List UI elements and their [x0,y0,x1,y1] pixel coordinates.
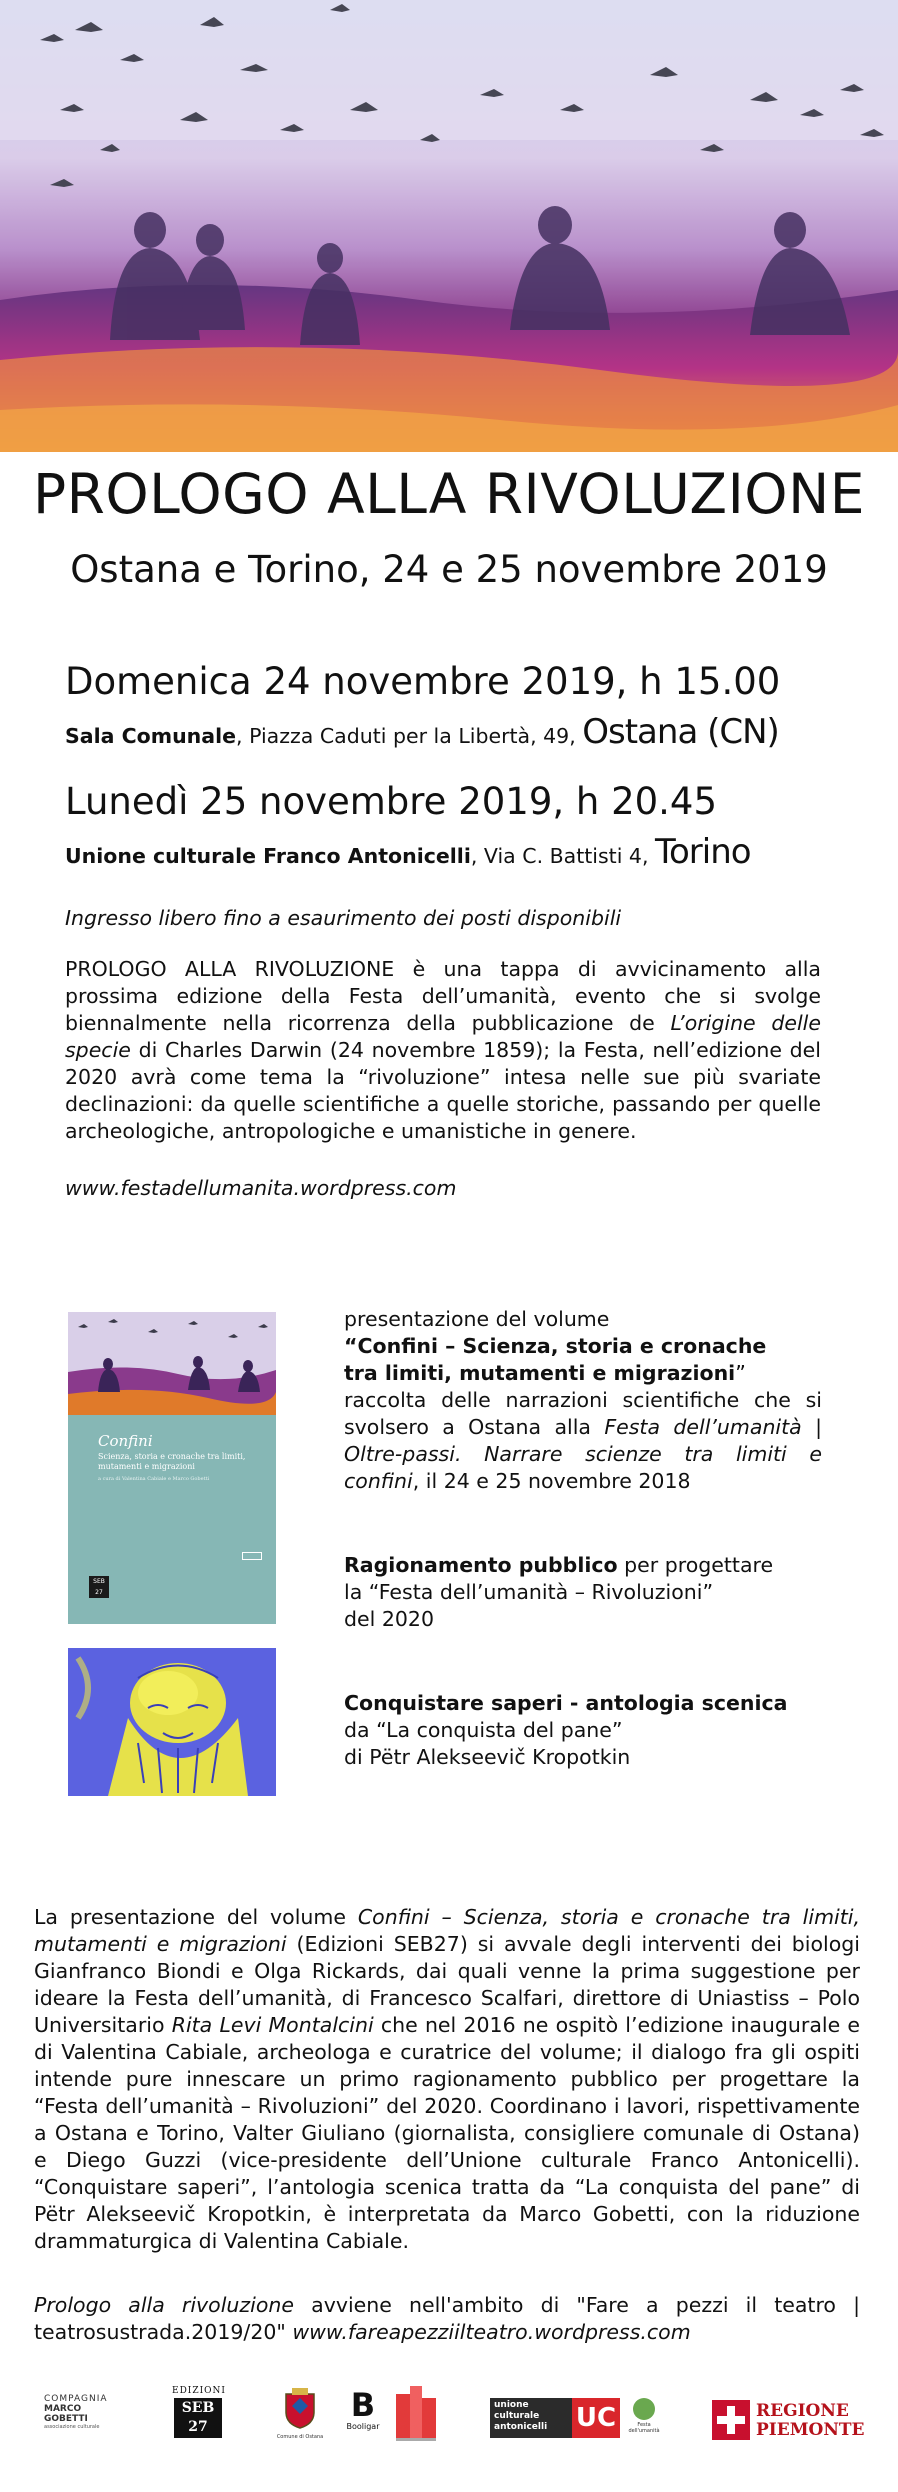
context-text: avviene nell'ambito di "Fare a pezzi il teatro | teatrosustrada.2019/20" [34,2293,861,2344]
body-text-2: (Edizioni SEB27) si avvale degli interventi dei biologi Gianfranco Biondi e Olga Rickards, dai quali venne la prima suggestione per ideare la Festa dell’umanità, di Francesco Scalfari, direttore di Uniastiss – Polo Universitario [34,1932,860,2037]
reasoning-text: per progettare [617,1553,774,1577]
volume-title-quote: ” [735,1361,746,1385]
logo-text: EDIZIONI [172,2386,226,2396]
intro-paragraph [65,956,821,1145]
logo-text: COMPAGNIA [44,2394,108,2404]
reasoning-line-3: del 2020 [344,1607,435,1631]
hero-image [0,0,898,452]
cover-series-mark [242,1552,262,1560]
kropotkin-portrait [68,1648,276,1796]
body-text-3: che nel 2016 ne ospitò l’edizione inaugurale e di Valentina Cabiale, archeologa e curatrice del volume; il dialogo fra gli ospiti intende pure innescare un primo ragionamento pubblico per progettare la “Festa dell’umanità – Rivoluzioni” del 2020. Coordinano i lavori, rispettivamente a Ostana e Torino, Valter Giuliano (giornalista, consigliere comunale di Ostana) e Diego Guzzi (vice-presidente dell’Unione culturale Franco Antonicelli). “Conquistare saperi”, l’antologia scenica tratta da “La conquista del pane” di Pëtr Alekseevič Kropotkin, è interpretata da Marco Gobetti, con la riduzione drammaturgica di Valentina Cabiale. [34,2013,860,2253]
body-institution: Rita Levi Montalcini [171,2013,374,2037]
volume-title-text-2: tra limiti, mutamenti e migrazioni [344,1361,736,1385]
intro-book-title: L’origine delle specie [65,1011,821,1062]
program-reading [344,1690,822,1771]
book-cover [68,1312,276,1624]
reading-line-2: di Pëtr Alekseevič Kropotkin [344,1745,631,1769]
logo-text: MARCO [44,2404,82,2414]
logo-text: GOBETTI [44,2414,88,2424]
reading-line-1: da “La conquista del pane” [344,1718,623,1742]
context-paragraph [34,2292,860,2346]
page-title: PROLOGO ALLA RIVOLUZIONE [33,462,865,526]
venue-address: , Via C. Battisti 4, [470,844,656,868]
reasoning-title: Ragionamento pubblico [344,1553,618,1577]
volume-desc-event: Festa dell’umanità | Oltre-passi. Narrare scienze tra limiti e confini [344,1415,822,1493]
program-volume [344,1306,822,1495]
free-entry-note: Ingresso libero fino a esaurimento dei posti disponibili [65,906,622,930]
edizioni-seb27-logo [172,2386,224,2440]
volume-description [344,1387,822,1495]
venue-name: Sala Comunale [65,724,237,748]
program-public-reasoning [344,1552,822,1633]
sponsor-logos [0,2380,898,2480]
venue-address: , Piazza Caduti per la Libertà, 49, [236,724,583,748]
event-venue-2 [65,832,751,872]
logo-text: REGIONE [756,2401,849,2421]
reasoning-line-1 [344,1552,822,1579]
comune-ostana-logo [272,2388,328,2444]
logo-text: unione [494,2400,529,2410]
volume-intro: presentazione del volume [344,1307,610,1331]
logo-text: antonicelli [494,2422,548,2432]
logo-text: associazione culturale [44,2424,100,2430]
regione-shield-icon [712,2400,750,2440]
cover-image [68,1312,276,1415]
reading-title-text: Conquistare saperi - antologia scenica [344,1691,788,1715]
festa-umanita-logo [624,2398,664,2438]
volume-title-1 [344,1333,822,1360]
venue-city: Ostana (CN) [582,712,779,752]
logo-text: PIEMONTE [756,2420,865,2440]
red-building-logo [394,2384,438,2444]
boolibar-logo [340,2388,386,2444]
logo-text: Comune di Ostana [276,2434,324,2440]
logo-text: Festa dell'umanità [628,2422,660,2434]
event-date-2: Lunedì 25 novembre 2019, h 20.45 [65,780,718,823]
body-text: La presentazione del volume [34,1905,358,1929]
regione-piemonte-logo [712,2398,865,2442]
description-paragraph [34,1904,860,2255]
intro-text: PROLOGO ALLA RIVOLUZIONE è una tappa di avvicinamento alla prossima edizione della Festa dell’umanità, evento che si svolge biennalmente nella ricorrenza della pubblicazione de [65,957,821,1035]
logo-text: 27 [188,2419,208,2435]
website-link[interactable]: www.festadellumanita.wordpress.com [65,1176,457,1200]
intro-text-end: di Charles Darwin (24 novembre 1859); la Festa, nell’edizione del 2020 avrà come tema la “rivoluzione” intesa nelle sue più svariate declinazioni: da quelle scientifiche a quelle storiche, passando per quelle archeologiche, antropologiche e umanistiche in genere. [65,1038,821,1143]
logo-text: SEB [181,2400,215,2416]
venue-name: Unione culturale Franco Antonicelli [65,844,471,868]
context-title: Prologo alla rivoluzione [34,2293,294,2317]
logo-text: culturale [494,2411,540,2421]
coat-of-arms-icon [282,2388,318,2430]
cover-publisher-logo: SEB 27 [89,1576,109,1598]
volume-title-2 [344,1360,822,1387]
logo-text: Booligar [346,2422,380,2431]
page-subtitle: Ostana e Torino, 24 e 25 novembre 2019 [70,548,828,591]
body-book-title: Confini – Scienza, storia e cronache tra limiti, mutamenti e migrazioni [34,1905,860,1956]
reasoning-line-2: la “Festa dell’umanità – Rivoluzioni” [344,1580,714,1604]
reading-title [344,1690,822,1717]
event-venue-1 [65,712,779,752]
volume-title-text: “Confini – Scienza, storia e cronache [344,1334,767,1358]
compagnia-marco-gobetti-logo [44,2394,140,2430]
volume-desc-text: raccolta delle narrazioni scientifiche che si svolsero a Ostana alla [344,1388,822,1439]
venue-city: Torino [655,832,751,872]
volume-desc-date: , il 24 e 25 novembre 2018 [412,1469,691,1493]
cover-subtitle: Scienza, storia e cronache tra limiti, mutamenti e migrazioni [98,1452,246,1471]
uc-mark: UC [572,2398,620,2438]
boolibar-b-icon: B [350,2386,376,2424]
festa-icon [633,2398,655,2420]
cover-title: Confini [98,1432,153,1450]
cover-authors: a cura di Valentina Cabiale e Marco Gobetti [98,1476,210,1482]
context-website-link[interactable]: www.fareapezziilteatro.wordpress.com [292,2320,691,2344]
event-date-1: Domenica 24 novembre 2019, h 15.00 [65,660,781,703]
unione-culturale-logo [490,2398,620,2438]
